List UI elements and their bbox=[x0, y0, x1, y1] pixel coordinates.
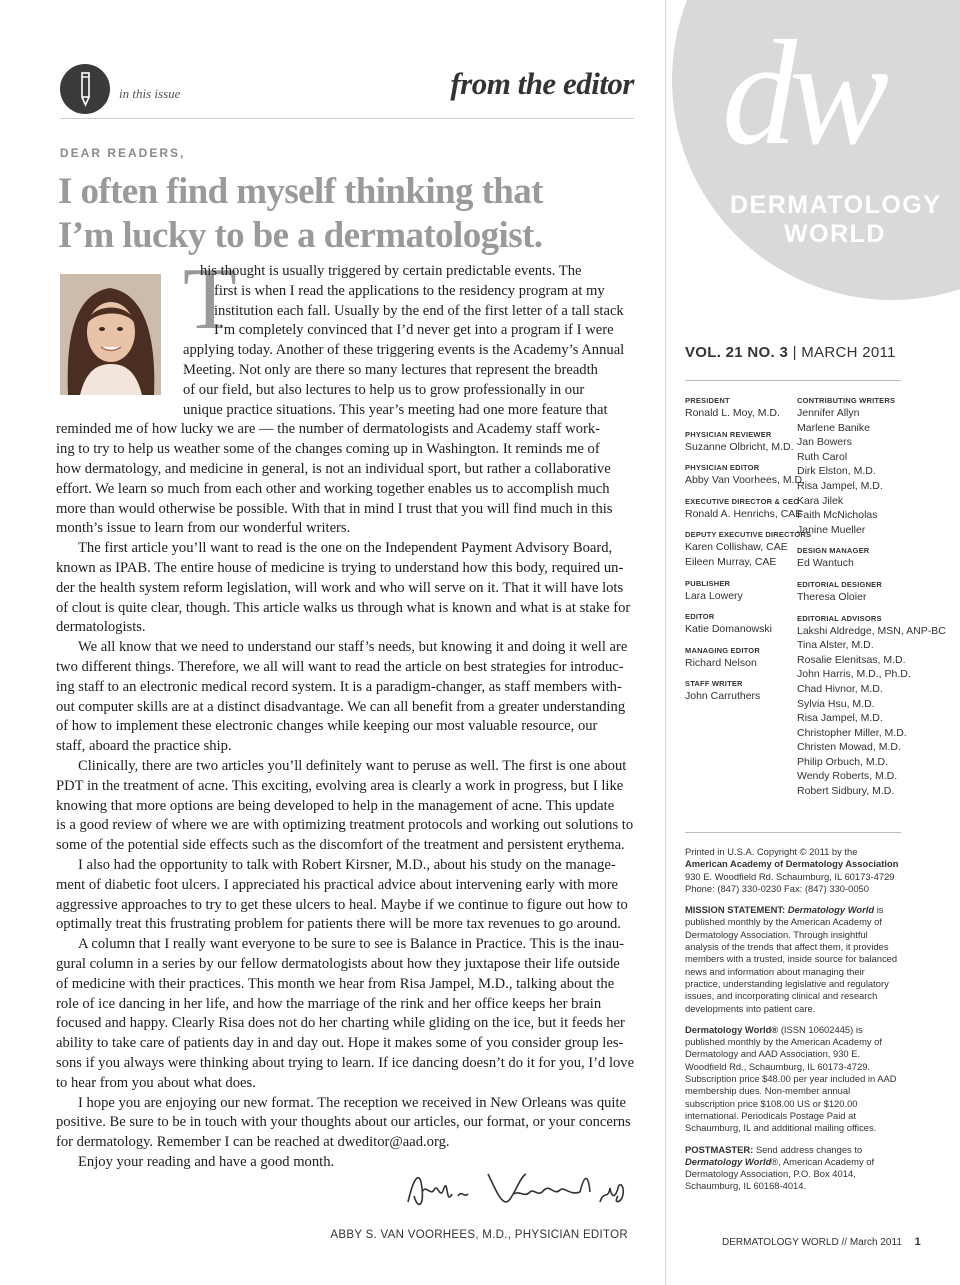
issn-title: Dermatology World® bbox=[685, 1023, 779, 1035]
body-line: institution each fall. Usually by the end of the first letter of a tall stack bbox=[214, 302, 624, 319]
body-line: staff, aboard the practice ship. bbox=[56, 738, 232, 755]
staff-name: Risa Jampel, M.D. bbox=[797, 712, 883, 725]
editor-signature bbox=[404, 1166, 634, 1214]
headline bbox=[58, 170, 638, 258]
postmaster-label: POSTMASTER: bbox=[685, 1143, 754, 1155]
staff-name: Ronald A. Henrichs, CAE bbox=[685, 507, 803, 520]
staff-role: STAFF WRITER bbox=[685, 679, 743, 689]
body-line: unique practice situations. This year’s meeting had one more feature that bbox=[183, 401, 608, 418]
postmaster-text: ®, American Academy of Dermatology Association, P.O. Box 4014, Schaumburg, IL 60168-4014. bbox=[685, 1155, 875, 1192]
staff-role: MANAGING EDITOR bbox=[685, 645, 760, 655]
mission-text: is published monthly by the American Academy of Dermatology Association. Through insightful analysis of the trends that affect them, it provides members with a trusted, inside source for balanced news and information about managing their practice, understanding legislative and regulatory issues, and incorporating clinical and research developments into patient care. bbox=[685, 904, 898, 1014]
body-line: known as IPAB. The entire house of medicine is trying to understand how this body, required un- bbox=[56, 560, 624, 576]
body-line: I’m completely convinced that I’d never get into a program if I were bbox=[214, 322, 614, 339]
body-line: optimally treat this frustrating problem for patients there will be more tax revenues to go around. bbox=[56, 916, 621, 933]
body-line: to hear from you about what does. bbox=[56, 1074, 256, 1091]
staff-name: Faith McNicholas bbox=[797, 509, 878, 522]
body-line: more than would otherwise be possible. With that in mind I trust that you will find much in this bbox=[56, 500, 613, 517]
body-line: two different things. Therefore, we all will want to read the article on best strategies for introduc- bbox=[56, 659, 624, 675]
staff-group bbox=[685, 679, 811, 704]
staff-role: DESIGN MANAGER bbox=[797, 546, 870, 556]
body-line: his thought is usually triggered by certain predictable events. The bbox=[200, 263, 582, 279]
body-line: of our field, but also lectures to help us to grow professionally in our bbox=[183, 381, 585, 398]
page-footer bbox=[722, 1236, 921, 1248]
staff-group bbox=[797, 614, 946, 799]
body-line: I hope you are enjoying our new format. The reception we received in New Orleans was quite bbox=[78, 1094, 627, 1111]
issn-text: (ISSN 10602445) is published monthly by the American Academy of Dermatology and AAD Association, 930 E. Woodfield Rd., Schaumburg, IL 60173-4729. Subscription price $48.00 per year included in AAD membership dues. Non-member annual subscription price $108.00 US or $120.00 international. Periodicals Postage Paid at Schaumburg, IL and additional mailing offices. bbox=[685, 1023, 897, 1134]
volume-number: VOL. 21 NO. 3 bbox=[685, 344, 789, 361]
body-line: month’s issue to learn from our wonderful writers. bbox=[56, 520, 351, 537]
volume-line bbox=[685, 344, 896, 361]
staff-group bbox=[685, 579, 811, 604]
staff-group bbox=[685, 463, 811, 488]
staff-name: Dirk Elston, M.D. bbox=[797, 465, 876, 478]
body-line: reminded me of how lucky we are — the number of dermatologists and Academy staff work- bbox=[56, 421, 601, 438]
staff-list-right bbox=[797, 396, 946, 808]
publisher-org: American Academy of Dermatology Association bbox=[685, 858, 899, 870]
staff-name: Richard Nelson bbox=[685, 656, 757, 669]
body-line: out computer skills are at a distinct disadvantage. We can all benefit from a greater understanding bbox=[56, 698, 626, 715]
signature-caption: ABBY S. VAN VOORHEES, M.D., PHYSICIAN EDITOR bbox=[330, 1229, 628, 1241]
staff-role: PRESIDENT bbox=[685, 396, 730, 405]
page-number: 1 bbox=[914, 1236, 921, 1248]
body-line: dermatologists. bbox=[56, 619, 146, 636]
body-line: role of ice dancing in her life, and how the marriage of the rink and her office keeps her brain bbox=[56, 995, 602, 1012]
pencil-icon bbox=[60, 64, 110, 114]
body-line: Clinically, there are two articles you’ll definitely want to peruse as well. The first is one about bbox=[78, 758, 627, 774]
staff-group bbox=[797, 396, 946, 537]
staff-name: Risa Jampel, M.D. bbox=[797, 479, 883, 492]
staff-group bbox=[797, 580, 946, 605]
staff-role: DEPUTY EXECUTIVE DIRECTORS bbox=[685, 530, 812, 540]
salutation: DEAR READERS, bbox=[60, 146, 186, 160]
divider bbox=[685, 832, 901, 833]
drop-cap: T bbox=[183, 251, 237, 348]
body-line: for dermatology. Remember I can be reached at dweditor@aad.org. bbox=[56, 1134, 450, 1151]
body-line: of how to implement these electronic changes while keeping our most valuable resource, our bbox=[56, 718, 598, 735]
body-line: ing staff to an electronic medical record system. It is a paradigm-changer, as staff members with- bbox=[56, 678, 622, 695]
body-line: how dermatology, and medicine in general, is not an individual sport, but rather a collaborative bbox=[56, 461, 611, 477]
body-line: ability to take care of patients day in and day out. Hope it makes some of you consider group les- bbox=[56, 1035, 624, 1052]
staff-name: Theresa Oloier bbox=[797, 590, 867, 603]
staff-name: Christopher Miller, M.D. bbox=[797, 726, 907, 739]
in-this-issue-label[interactable]: in this issue bbox=[119, 86, 181, 101]
staff-name: Tina Alster, M.D. bbox=[797, 639, 874, 652]
mission-title: Dermatology World bbox=[787, 904, 875, 916]
body-line: The first article you’ll want to read is the one on the Independent Payment Advisory Board, bbox=[78, 540, 613, 557]
body-line: positive. Be sure to be in touch with your thoughts about our articles, our format, or your concerns bbox=[56, 1114, 631, 1131]
staff-role: EDITORIAL DESIGNER bbox=[797, 579, 883, 589]
staff-name: Janine Mueller bbox=[797, 523, 866, 536]
issue-date: MARCH 2011 bbox=[801, 344, 896, 361]
staff-name: Ronald L. Moy, M.D. bbox=[685, 407, 780, 419]
body-line: focused and happy. Clearly Risa does not do her charting while gliding on the ice, but it feeds her bbox=[56, 1015, 625, 1032]
staff-group bbox=[797, 546, 946, 571]
staff-name: Jan Bowers bbox=[797, 436, 852, 449]
publication-info bbox=[685, 846, 900, 1202]
mission-statement bbox=[685, 904, 900, 1015]
postmaster-pre: Send address changes to bbox=[755, 1143, 863, 1155]
body-line: der the health system reform legislation, will work and who will serve on it. That it will have lots bbox=[56, 579, 624, 596]
staff-name: Robert Sidbury, M.D. bbox=[797, 785, 895, 798]
staff-role: PHYSICIAN EDITOR bbox=[685, 463, 760, 473]
footer-date: March 2011 bbox=[849, 1237, 902, 1248]
staff-name: Ed Wantuch bbox=[797, 557, 854, 570]
footer-separator: // bbox=[841, 1237, 848, 1248]
copyright-block bbox=[685, 846, 900, 895]
body-line: Meeting. Not only are there so many lectures that represent the breadth bbox=[183, 362, 598, 378]
staff-group bbox=[685, 612, 811, 637]
staff-name: Lakshi Aldredge, MSN, ANP-BC bbox=[797, 624, 946, 637]
staff-role: PHYSICIAN REVIEWER bbox=[685, 429, 772, 439]
staff-name: Chad Hivnor, M.D. bbox=[797, 682, 883, 695]
postmaster-statement bbox=[685, 1144, 900, 1193]
staff-name: John Harris, M.D., Ph.D. bbox=[797, 668, 911, 681]
staff-name: Karen Collishaw, CAE bbox=[685, 541, 788, 554]
volume-separator: | bbox=[792, 344, 797, 361]
body-line: effort. We learn so much from each other and working together enables us to accomplish much bbox=[56, 480, 610, 497]
body-line: some of the potential side effects such as the discomfort of the treatment and persistent erythema. bbox=[56, 837, 625, 854]
body-line: ing to try to help us weather some of the changes coming up in Washington. It reminds me of bbox=[56, 441, 600, 458]
mission-label: MISSION STATEMENT: bbox=[685, 904, 786, 916]
body-line: Enjoy your reading and have a good month. bbox=[78, 1154, 335, 1170]
footer-magazine: DERMATOLOGY WORLD bbox=[722, 1237, 839, 1248]
staff-name: Philip Orbuch, M.D. bbox=[797, 755, 889, 768]
staff-role: EDITOR bbox=[685, 612, 715, 622]
staff-name: Jennifer Allyn bbox=[797, 407, 860, 419]
body-line: is a good review of where we are with optimizing treatment protocols and working out solutions to bbox=[56, 817, 634, 834]
staff-name: Rosalie Elenitsas, M.D. bbox=[797, 653, 906, 666]
body-line: I also had the opportunity to talk with Robert Kirsner, M.D., about his study on the manage- bbox=[78, 857, 616, 873]
editor-photo bbox=[60, 274, 161, 395]
staff-name: Lara Lowery bbox=[685, 589, 743, 602]
body-line: We all know that we need to understand our staff’s needs, but knowing it and doing it well are bbox=[78, 639, 628, 656]
headline-line: I’m lucky to be a dermatologist. bbox=[58, 215, 543, 256]
body-line: applying today. Another of these triggering events is the Academy’s Annual bbox=[183, 342, 625, 359]
publisher-phone: Phone: (847) 330-0230 Fax: (847) 330-0050 bbox=[685, 882, 869, 894]
staff-name: Ruth Carol bbox=[797, 450, 848, 463]
staff-group bbox=[685, 396, 811, 421]
body-line: gural column in a series by our fellow dermatologists about how they juxtapose their life outside bbox=[56, 956, 620, 972]
staff-group bbox=[685, 497, 811, 522]
section-title: from the editor bbox=[450, 66, 634, 101]
staff-list-left bbox=[685, 396, 811, 713]
staff-name: John Carruthers bbox=[685, 690, 761, 703]
body-line: aggressive approaches to try to get these ulcers to heal. Maybe if we continue to figure out how to bbox=[56, 896, 628, 913]
staff-name: Katie Domanowski bbox=[685, 623, 772, 636]
body-line: PDT in the treatment of acne. This exciting, evolving area is clearly a work in progress, but I like bbox=[56, 777, 624, 794]
magazine-name: DERMATOLOGY WORLD bbox=[730, 191, 942, 248]
staff-name: Christen Mowad, M.D. bbox=[797, 741, 901, 754]
publisher-address: 930 E. Woodfield Rd. Schaumburg, IL 60173-4729 bbox=[685, 870, 895, 882]
staff-name: Sylvia Hsu, M.D. bbox=[797, 697, 875, 710]
staff-name: Kara Jilek bbox=[797, 494, 844, 507]
staff-name: Eileen Murray, CAE bbox=[685, 555, 777, 568]
issn-statement bbox=[685, 1024, 900, 1135]
staff-group bbox=[685, 530, 811, 569]
divider bbox=[60, 118, 634, 119]
body-line: of clout is quite clear, though. This article walks us through what is known and what is at stake for bbox=[56, 599, 631, 616]
dw-logo: dw bbox=[722, 10, 882, 176]
staff-name: Abby Van Voorhees, M.D. bbox=[685, 474, 806, 487]
body-line: sons if you always were thinking about trying to learn. If ice dancing doesn’t do it for you, I’d love bbox=[56, 1055, 635, 1071]
staff-role: EDITORIAL ADVISORS bbox=[797, 613, 882, 623]
staff-role: CONTRIBUTING WRITERS bbox=[797, 396, 896, 405]
body-line: knowing that more options are being developed to help in the management of acne. This update bbox=[56, 797, 615, 814]
body-line: A column that I really want everyone to be sure to see is Balance in Practice. This is the inau- bbox=[78, 936, 625, 953]
body-line: of medicine with their practices. This month we hear from Risa Jampel, M.D., talking about the bbox=[56, 975, 615, 992]
headline-line: I often find myself thinking that bbox=[58, 171, 543, 212]
staff-role: PUBLISHER bbox=[685, 578, 731, 588]
staff-name: Suzanne Olbricht, M.D. bbox=[685, 440, 794, 453]
staff-role: EXECUTIVE DIRECTOR & CEO bbox=[685, 496, 800, 506]
staff-group bbox=[685, 430, 811, 455]
staff-name: Wendy Roberts, M.D. bbox=[797, 770, 898, 783]
staff-name: Marlene Banike bbox=[797, 421, 870, 434]
divider bbox=[685, 380, 901, 381]
postmaster-title: Dermatology World bbox=[685, 1155, 772, 1167]
staff-group bbox=[685, 646, 811, 671]
body-line: first is when I read the applications to the residency program at my bbox=[214, 282, 605, 299]
body-line: ment of diabetic foot ulcers. I appreciated his practical advice about intervening early with more bbox=[56, 876, 619, 893]
copyright-line: Printed in U.S.A. Copyright © 2011 by the bbox=[685, 846, 858, 857]
